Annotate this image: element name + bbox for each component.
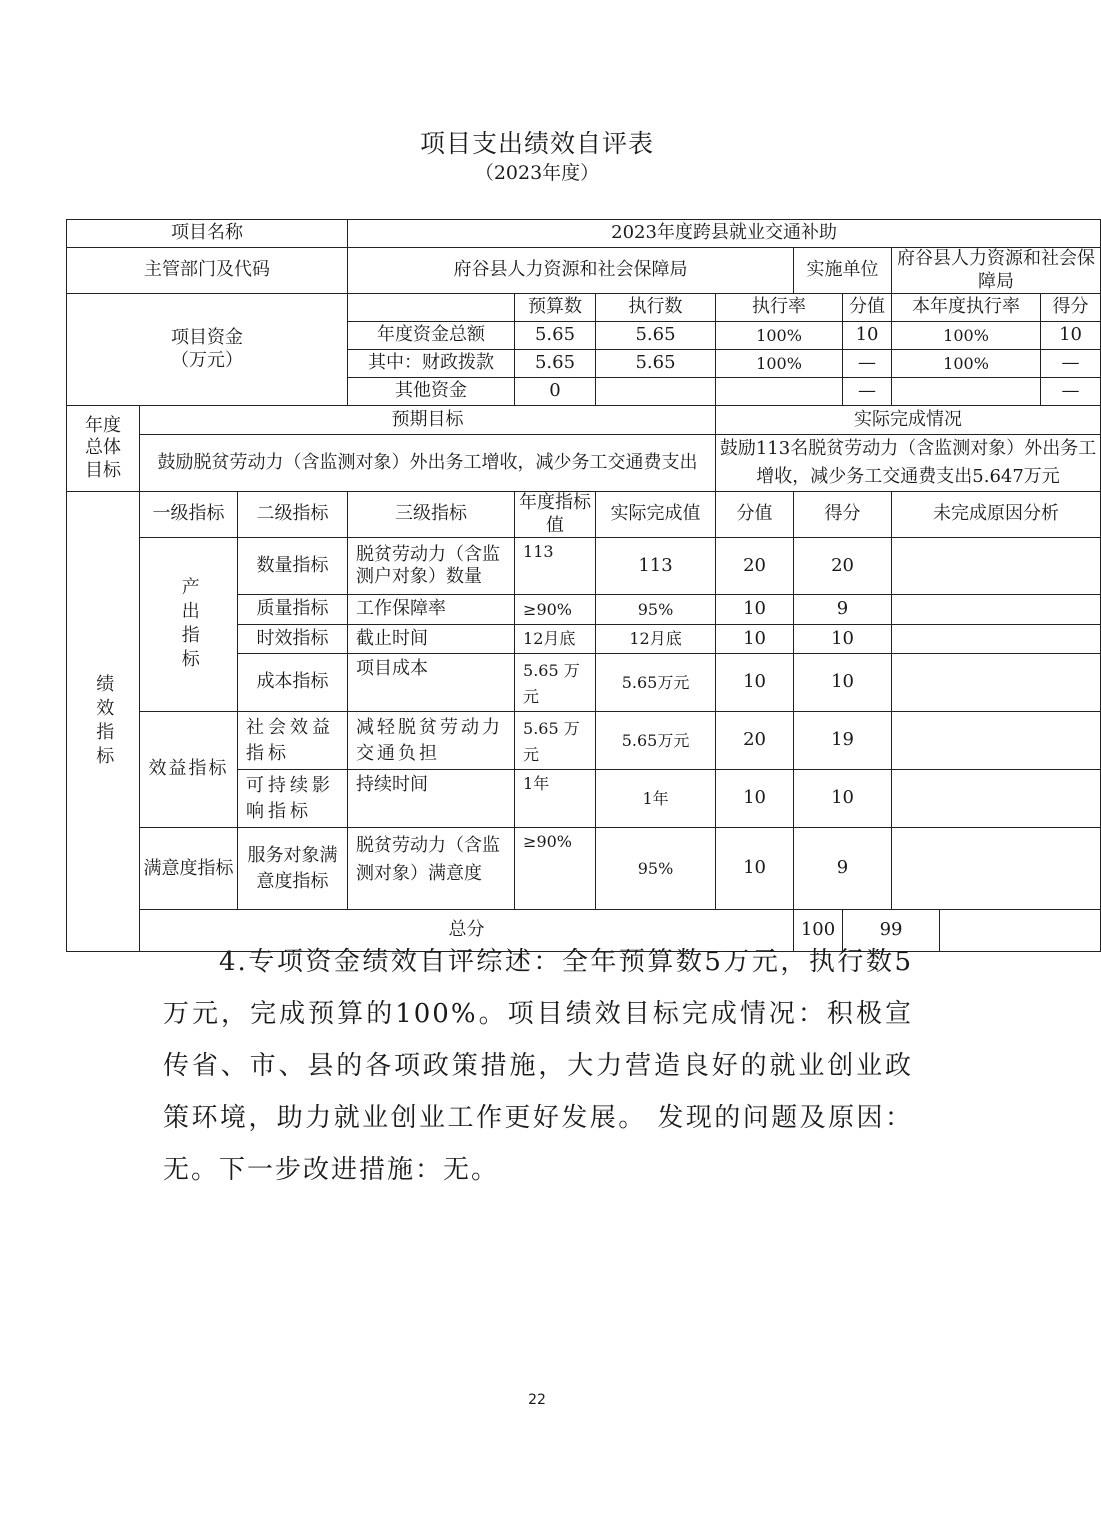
- total-label: 总分: [140, 910, 794, 952]
- indicator-score-value: 10: [716, 770, 794, 828]
- funds-row-budget: 0: [515, 378, 596, 406]
- indicator-score: 20: [794, 538, 892, 595]
- expected-goal-label: 预期目标: [140, 406, 716, 435]
- indicator-level3: 减轻脱贫劳动力交通负担: [348, 712, 515, 770]
- indicator-target: ≥90%: [515, 595, 596, 625]
- group-benefit-label: 效益指标: [140, 712, 238, 828]
- funds-label-line2: （万元）: [171, 349, 244, 371]
- indicator-score-value: 10: [716, 654, 794, 712]
- group-output-label: 产出指标: [140, 538, 238, 712]
- funds-row-executed: [596, 378, 716, 406]
- total-reason: [940, 910, 1101, 952]
- funds-header-rate: 执行率: [716, 294, 843, 322]
- page-number: 22: [528, 1392, 546, 1408]
- perf-indicator-label: 绩效指标: [67, 492, 140, 952]
- funds-row-executed: 5.65: [596, 322, 716, 350]
- indicator-reason: [892, 595, 1101, 625]
- funds-row-score-value: —: [843, 350, 892, 378]
- indicator-score-value: 20: [716, 712, 794, 770]
- funds-header-budget: 预算数: [515, 294, 596, 322]
- project-name-value: 2023年度跨县就业交通补助: [348, 220, 1101, 248]
- performance-table: [66, 219, 1101, 952]
- actual-result-label: 实际完成情况: [716, 406, 1101, 435]
- funds-row-rate: 100%: [716, 350, 843, 378]
- total-score-value: 100: [794, 910, 843, 952]
- indicator-actual: 95%: [596, 828, 716, 910]
- funds-row-score: —: [1041, 350, 1101, 378]
- group-satisfaction-label: 满意度指标: [140, 828, 238, 910]
- dept-value: 府谷县人力资源和社会保障局: [348, 248, 794, 294]
- ind-header-level2: 二级指标: [238, 492, 348, 538]
- annual-goal-label-line: 目标: [85, 459, 121, 481]
- funds-row-rate: 100%: [716, 322, 843, 350]
- indicator-score: 10: [794, 625, 892, 654]
- funds-header-year-rate: 本年度执行率: [892, 294, 1041, 322]
- indicator-reason: [892, 538, 1101, 595]
- funds-row-year-rate: [892, 378, 1041, 406]
- indicator-level2: 可持续影响指标: [238, 770, 348, 828]
- indicator-reason: [892, 828, 1101, 910]
- annual-goal-label-line: 年度: [85, 414, 121, 436]
- indicator-level2: 质量指标: [238, 595, 348, 625]
- annual-goal-label-line: 总体: [85, 437, 121, 459]
- indicator-level2: 成本指标: [238, 654, 348, 712]
- funds-row-year-rate: 100%: [892, 322, 1041, 350]
- funds-row-label: 其中：财政拨款: [348, 350, 515, 378]
- indicator-level2: 数量指标: [238, 538, 348, 595]
- indicator-score-value: 10: [716, 828, 794, 910]
- dept-label: 主管部门及代码: [67, 248, 348, 294]
- document-subtitle: （2023年度）: [474, 162, 600, 184]
- indicator-reason: [892, 712, 1101, 770]
- indicator-score-value: 10: [716, 625, 794, 654]
- indicator-level3: 工作保障率: [348, 595, 515, 625]
- funds-header-score-value: 分值: [843, 294, 892, 322]
- indicator-target: 113: [515, 538, 596, 595]
- ind-header-reason: 未完成原因分析: [892, 492, 1101, 538]
- indicator-target: 5.65 万元: [515, 712, 596, 770]
- funds-row-label: 其他资金: [348, 378, 515, 406]
- funds-row-score: 10: [1041, 322, 1101, 350]
- indicator-actual: 5.65万元: [596, 654, 716, 712]
- ind-header-target: 年度指标值: [515, 492, 596, 538]
- indicator-score-value: 10: [716, 595, 794, 625]
- summary-paragraph: [163, 936, 913, 1196]
- funds-header-blank: [348, 294, 515, 322]
- funds-row-budget: 5.65: [515, 350, 596, 378]
- indicator-actual: 1年: [596, 770, 716, 828]
- ind-header-actual: 实际完成值: [596, 492, 716, 538]
- ind-header-level3: 三级指标: [348, 492, 515, 538]
- indicator-level3: 持续时间: [348, 770, 515, 828]
- funds-row-rate: [716, 378, 843, 406]
- indicator-level3: 截止时间: [348, 625, 515, 654]
- indicator-target: ≥90%: [515, 828, 596, 910]
- funds-row-score: —: [1041, 378, 1101, 406]
- indicator-level3: 项目成本: [348, 654, 515, 712]
- indicator-score-value: 20: [716, 538, 794, 595]
- indicator-score: 10: [794, 770, 892, 828]
- indicator-level2: 社会效益指标: [238, 712, 348, 770]
- annual-goal-label: [67, 406, 140, 492]
- funds-row-year-rate: 100%: [892, 350, 1041, 378]
- funds-label-line1: 项目资金: [171, 327, 244, 348]
- indicator-actual: 5.65万元: [596, 712, 716, 770]
- indicator-level3: 脱贫劳动力（含监测户对象）数量: [348, 538, 515, 595]
- funds-label: [67, 294, 348, 406]
- impl-label: 实施单位: [794, 248, 892, 294]
- indicator-level2: 服务对象满意度指标: [238, 828, 348, 910]
- funds-header-executed: 执行数: [596, 294, 716, 322]
- document-title: 项目支出绩效自评表: [419, 129, 654, 158]
- indicator-score: 10: [794, 654, 892, 712]
- impl-value: 府谷县人力资源和社会保障局: [892, 248, 1101, 294]
- total-score: 99: [843, 910, 940, 952]
- funds-row-score-value: 10: [843, 322, 892, 350]
- project-name-label: 项目名称: [67, 220, 348, 248]
- indicator-target: 5.65 万元: [515, 654, 596, 712]
- indicator-score: 9: [794, 595, 892, 625]
- indicator-target: 1年: [515, 770, 596, 828]
- funds-row-budget: 5.65: [515, 322, 596, 350]
- indicator-level3: 脱贫劳动力（含监测对象）满意度: [348, 828, 515, 910]
- indicator-reason: [892, 625, 1101, 654]
- ind-header-level1: 一级指标: [140, 492, 238, 538]
- indicator-level2: 时效指标: [238, 625, 348, 654]
- indicator-actual: 113: [596, 538, 716, 595]
- expected-goal-text: 鼓励脱贫劳动力（含监测对象）外出务工增收，减少务工交通费支出: [140, 435, 716, 492]
- indicator-target: 12月底: [515, 625, 596, 654]
- indicator-reason: [892, 770, 1101, 828]
- indicator-score: 9: [794, 828, 892, 910]
- indicator-score: 19: [794, 712, 892, 770]
- indicator-actual: 95%: [596, 595, 716, 625]
- ind-header-score-value: 分值: [716, 492, 794, 538]
- summary-text: 4.专项资金绩效自评综述：全年预算数5万元，执行数5万元，完成预算的100%。项目绩效目标完成情况：积极宣传省、市、县的各项政策措施，大力营造良好的就业创业政策环境，助力就业创业工作更好发展。 发现的问题及原因：无。下一步改进措施：无。: [163, 947, 913, 1185]
- funds-header-score: 得分: [1041, 294, 1101, 322]
- indicator-reason: [892, 654, 1101, 712]
- ind-header-score: 得分: [794, 492, 892, 538]
- funds-row-score-value: —: [843, 378, 892, 406]
- funds-row-label: 年度资金总额: [348, 322, 515, 350]
- actual-result-text: 鼓励113名脱贫劳动力（含监测对象）外出务工增收，减少务工交通费支出5.647万元: [716, 435, 1101, 492]
- indicator-actual: 12月底: [596, 625, 716, 654]
- funds-row-executed: 5.65: [596, 350, 716, 378]
